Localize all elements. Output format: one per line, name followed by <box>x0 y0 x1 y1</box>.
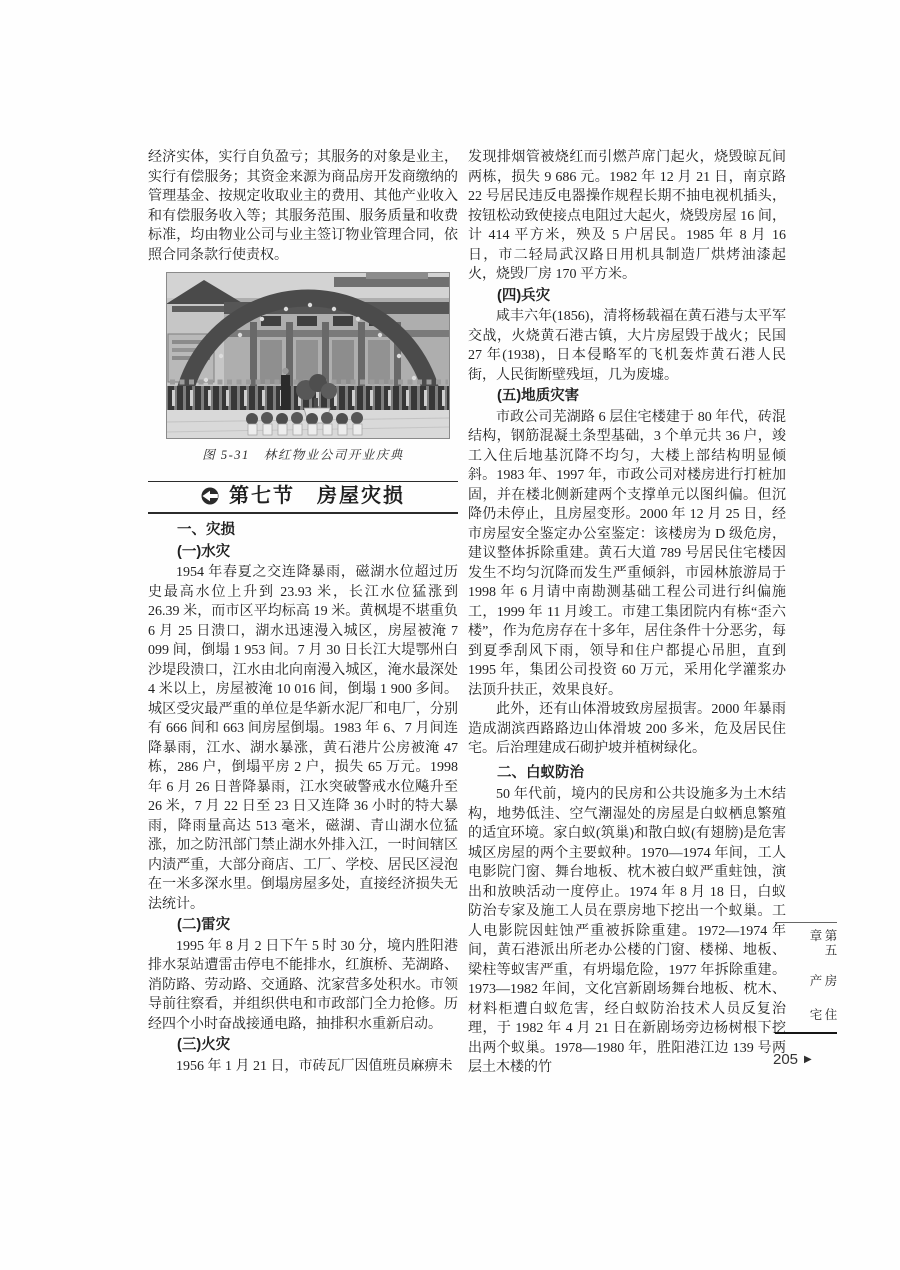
paragraph-flood: 1954 年春夏之交连降暴雨，磁湖水位超过历史最高水位上升到 23.93 米，长江水位猛涨到 26.39 米，而市区平均标高 19 米。黄枫堤不堪重负 6 月 25 日溃口，湖水迅速漫入城区，房屋被淹 7 099 间，倒塌 1 953 间。7 月 30 日长江大堤鄂州白沙堤段溃口，江水由北向南漫入城区，淹水最深处 4 米以上，房屋被淹 10 016 间，倒塌 1 900 多间。城区受灾最严重的单位是华新水泥厂和电厂，分别有 666 间和 663 间房屋倒塌。1983 年 6、7 月间连降暴雨，江水、湖水暴涨，黄石港片公房被淹 47 栋，286 户，倒塌平房 2 户，损失 65 万元。1998 年 6 月 26 日普降暴雨，江水突破警戒水位飚升至 26 米，7 月 22 日至 23 日又连降 36 小时的特大暴雨，降雨量高达 513 毫米，磁湖、青山湖水位猛涨，加之防汛部门禁止湖水外排入江，一时间辖区内渍严重，大部分商店、工厂、学校、居民区浸泡在一米多深水里。倒塌房屋多处，直接经济损失无法统计。 <box>148 565 458 912</box>
page-number-value: 205 <box>773 1051 799 1068</box>
heading-disaster-loss: 一、灾损 <box>177 522 235 538</box>
left-column <box>148 148 458 1076</box>
section-header <box>148 481 458 515</box>
heading-lightning: (二)雷灾 <box>177 917 231 933</box>
heading-war-damage: (四)兵灾 <box>497 287 551 304</box>
section-label: 房产 <box>808 974 837 989</box>
paragraph-geological: 市政公司芜湖路 6 层住宅楼建于 80 年代，砖混结构，钢筋混凝土条型基础，3 个单元共 36 户，竣工入住后地基沉降不均匀，大楼上部结构明显倾斜。1983 年、1997 年，市政公司对楼房进行打桩加固，并在楼北侧新建两个支撑单元以图纠偏。但沉降仍未停止，且房屋变形。2000 年 12 月 25 日，经市房屋安全鉴定办公室鉴定：该楼房为 D 级危房，建议整体拆除重建。黄石大道 789 号居民住宅楼因发生不均匀沉降而发生严重倾斜，市园林旅游局于 1998 年 6 月请中南勘测基础工程公司进行纠偏施工，1999 年 11 月竣工。市建工集团院内有栋“歪六楼”，作为危房存在十多年，居住条件十分恶劣，每到夏季刮风下雨，领导和住户都提心吊胆，直到 1995 年，集团公司投资 60 万元，采用化学灌浆办法顶升扶正，效果良好。 <box>468 409 786 698</box>
right-column <box>468 148 786 1078</box>
chapter-tab <box>775 922 837 1034</box>
figure-photo <box>166 272 450 439</box>
heading-fire: (三)火灾 <box>177 1037 231 1053</box>
paragraph-termite: 50 年代前，境内的民房和公共设施多为土木结构，地势低洼、空气潮湿处的房屋是白蚁栖息繁殖的适宜环境。家白蚁(筑巢)和散白蚁(有翅膀)是危害城区房屋的两个主要蚁种。1970—1974 年间，工人电影院门窗、舞台地板、枕木被白蚁严重蛀蚀，演出和放映活动一度停止。1974 年 8 月 18 日，白蚁防治专家及施工人员在票房地下挖出一个蚁巢。工人电影院因蛀蚀严重被拆除重建。1972—1974 年间，黄石港派出所老办公楼的门窗、楼梯、地板、梁柱等蚁害严重，有坍塌危险，1977 年拆除重建。1973—1982 年间，文化宫新剧场舞台地板、枕木、材料柜遭白蚁危害，经白蚁防治技术人员反复治理，于 1982 年 4 月 21 日在新剧场旁边杨树根下挖出两个蚁巢。1978—1980 年，胜阳港江边 139 号两层土木楼的竹 <box>468 787 786 1075</box>
heading-flood: (一)水灾 <box>177 543 231 560</box>
section-title: 第七节 房屋灾损 <box>229 484 405 507</box>
heading-geological: (五)地质灾害 <box>497 388 580 404</box>
section-marker-icon <box>201 487 219 505</box>
page-number <box>773 1051 812 1068</box>
subsection-label: 住宅 <box>808 1007 837 1023</box>
chapter-label: 第五章 <box>808 929 837 958</box>
heading-termite-control: 二、白蚁防治 <box>497 764 584 781</box>
paragraph-war-damage: 咸丰六年(1856)，清将杨载福在黄石港与太平军交战，火烧黄石港古镇，大片房屋毁于战火；民国 27 年(1938)，日本侵略军的飞机轰炸黄石港人民街，人民街断壁残垣，几为废墟。 <box>468 309 786 383</box>
paragraph-landslide: 此外，还有山体滑坡致房屋损害。2000 年暴雨造成湖滨西路路边山体滑坡 200 多米，危及居民住宅。后治理建成石砌护坡并植树绿化。 <box>468 702 786 756</box>
figure-5-31 <box>148 272 458 466</box>
paragraph-property-continued: 经济实体，实行自负盈亏；其服务的对象是业主，实行有偿服务；其资金来源为商品房开发商缴纳的管理基金、按规定收取业主的费用、其他产业收入和有偿服务收入等；其服务范围、服务质量和收费标准，均由物业公司与业主签订物业管理合同，依照合同条款行使责权。 <box>148 150 458 263</box>
page-marker-icon: ▶ <box>804 1053 812 1065</box>
figure-caption: 图 5-31 林红物业公司开业庆典 <box>202 448 404 462</box>
paragraph-fire-start: 1956 年 1 月 21 日，市砖瓦厂因值班员麻痹未 <box>176 1058 453 1074</box>
paragraph-fire-continued: 发现排烟管被烧红而引燃芦席门起火，烧毁晾瓦间两栋，损失 9 686 元。1982 年 12 月 21 日，南京路 22 号居民违反电器操作规程长期不抽电视机插头，按钮松动致使接点电阻过大起火，烧毁房屋 16 间，计 414 平方米，殃及 5 户居民。1985 年 8 月 16 日，市二轻局武汉路日用机具制造厂烘烤油漆起火，烧毁厂房 170 平方米。 <box>468 150 786 282</box>
paragraph-lightning: 1995 年 8 月 2 日下午 5 时 30 分，境内胜阳港排水泵站遭雷击停电不能排水，红旗桥、芜湖路、消防路、劳动路、交通路、沈家营多处积水。市领导前往察看，并组织供电和市政部门全力抢修。历经四个小时奋战接通电路，抽排积水重新启动。 <box>148 938 458 1032</box>
